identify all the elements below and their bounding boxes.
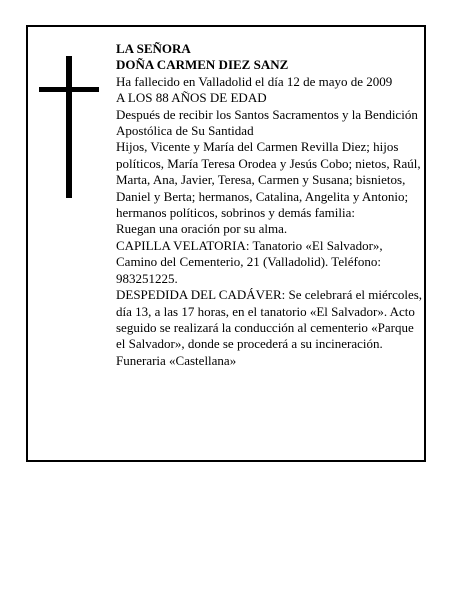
death-info: Ha fallecido en Valladolid el día 12 de mayo de 2009 <box>116 73 393 89</box>
deceased-name: DOÑA CARMEN DIEZ SANZ <box>116 57 289 73</box>
prayer-text: Ruegan una oración por su alma. <box>116 221 288 237</box>
cross-vertical-bar <box>66 56 72 198</box>
notice-text <box>116 41 424 369</box>
obituary-notice <box>26 25 426 462</box>
family-text: Hijos, Vicente y María del Carmen Revilla Diez; hijos políticos, María Teresa Orodea y Jesús Cobo; nietos, Raúl, Marta, Ana, Javier, Teresa, Carmen y Susana; bisnietos, Daniel y Berta; hermanos, Catalina, Angelita y Antonio; hermanos políticos, sobrinos y demás familia: <box>116 139 421 221</box>
sacraments-text: Después de recibir los Santos Sacramentos y la Bendición Apostólica de Su Santidad <box>116 106 418 139</box>
cross-horizontal-bar <box>39 87 99 92</box>
age-line: A LOS 88 AÑOS DE EDAD <box>116 90 267 106</box>
funeral-home-text: Funeraria «Castellana» <box>116 352 237 368</box>
title-line-1: LA SEÑORA <box>116 41 191 56</box>
farewell-text: DESPEDIDA DEL CADÁVER: Se celebrará el miércoles, día 13, a las 17 horas, en el tanatorio «El Salvador». Acto seguido se realizará la conducción al cementerio «Parque el Salvador», donde se procederá a su incineración. <box>116 287 423 352</box>
chapel-text: CAPILLA VELATORIA: Tanatorio «El Salvador», Camino del Cementerio, 21 (Valladolid). Teléfono: 983251225. <box>116 237 383 286</box>
